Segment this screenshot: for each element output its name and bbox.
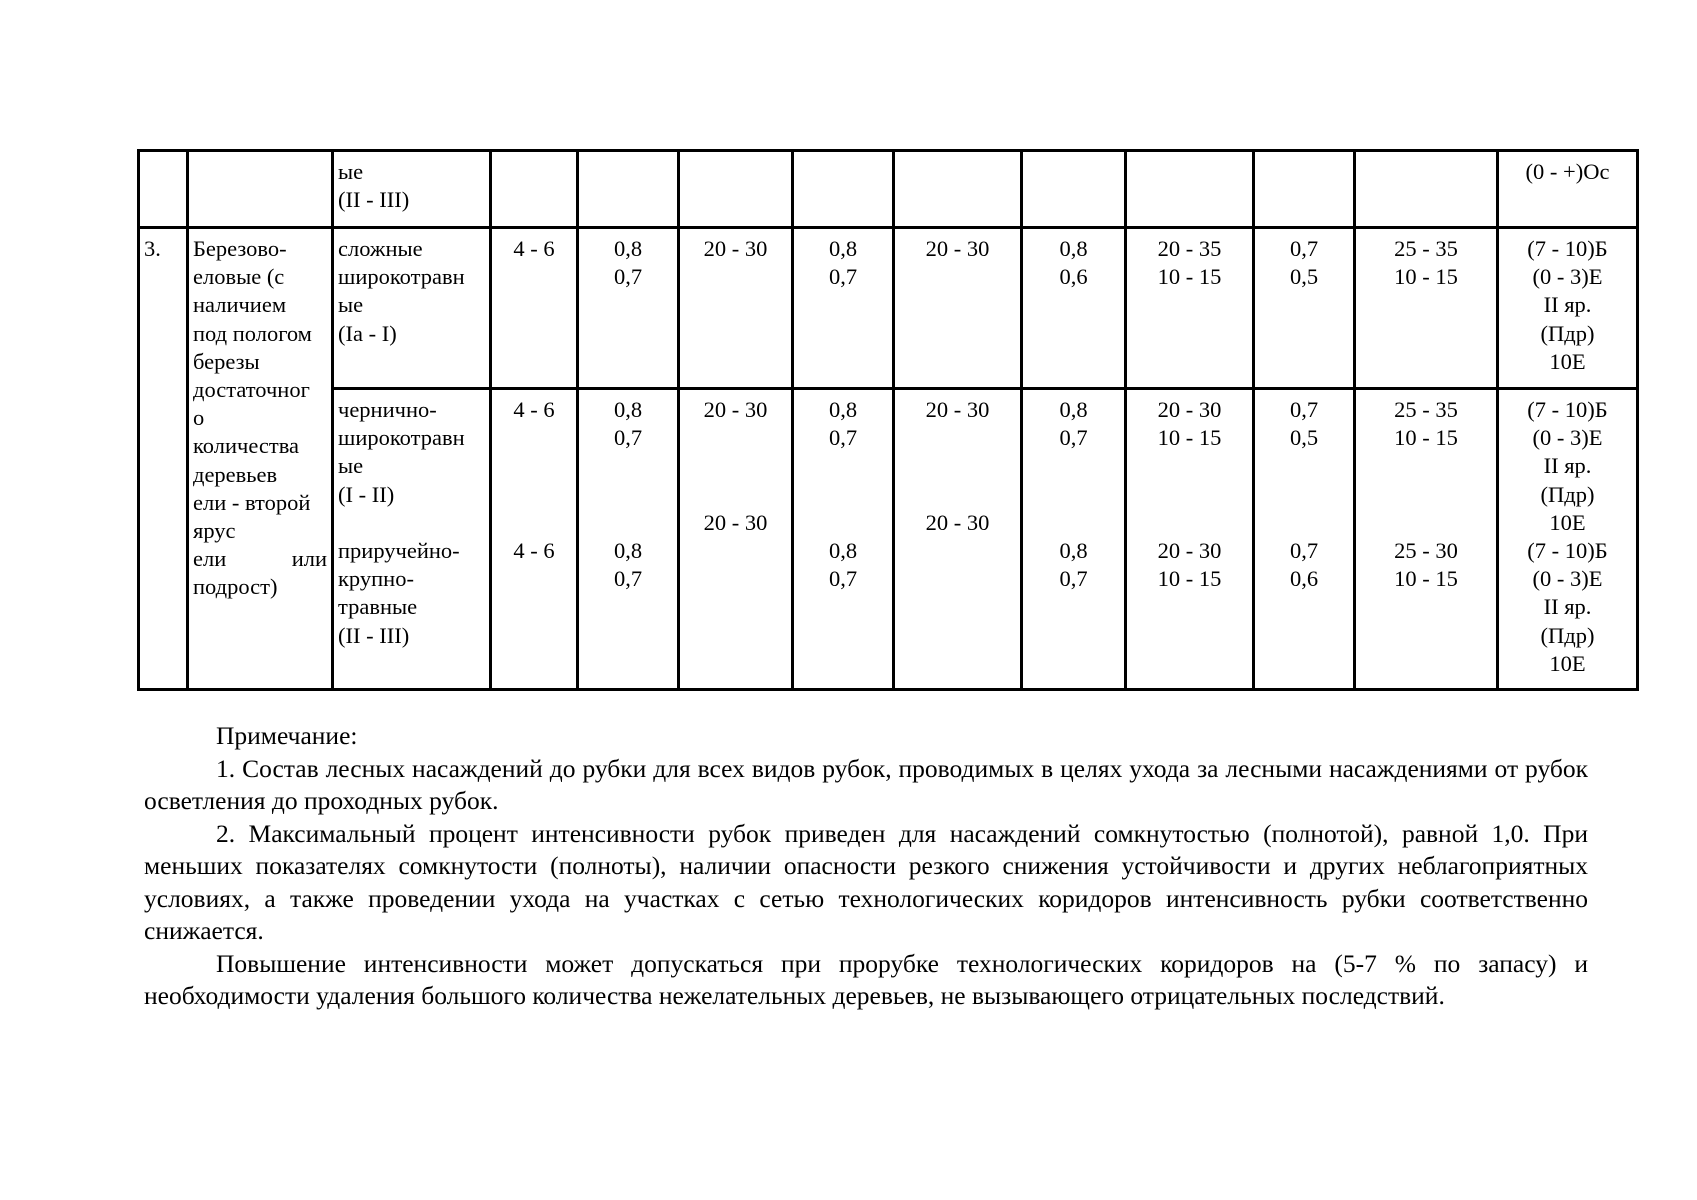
cell-text-line: сложные xyxy=(338,236,423,261)
cell-text-line: 0,5 xyxy=(1289,264,1319,290)
cell-text-line: 10Е xyxy=(1549,509,1586,535)
cell-text-line: 0,7 xyxy=(1289,537,1319,563)
age-b: 4 - 6 xyxy=(513,397,555,422)
cell-text-line: приручейно- xyxy=(338,538,460,563)
cell-text-line: (7 - 10)Б xyxy=(1527,236,1608,261)
percent-2-b: 20 - 30 xyxy=(925,397,990,422)
cell-text-line: 0,7 xyxy=(1289,236,1319,261)
notes-block xyxy=(144,720,1588,1013)
cell-density-2 xyxy=(793,151,894,228)
cell-text-line: 10 - 15 xyxy=(1394,566,1458,592)
cell-text-line: 10Е xyxy=(1549,348,1586,374)
forest-word-left: ели xyxy=(193,546,227,572)
cell-text-line: 0,8 xyxy=(613,537,643,563)
cell-density-3 xyxy=(1022,151,1126,228)
note-item-2: 2. Максимальный процент интенсивности рубок приведен для насаждений сомкнутостью (полнотой), равной 1,0. При меньших показателях сомкнутости (полноты), наличии опасности резкого снижения устойчивости и других неблагоприятных условиях, а также проведении ухода на участках с сетью технологических коридоров интенсивность рубки соответственно снижается. xyxy=(144,818,1588,945)
density-3-b xyxy=(1027,396,1120,452)
cell-density-4 xyxy=(1254,389,1355,690)
cell-text-line: достаточног xyxy=(193,377,310,403)
cell-text-line: 0,7 xyxy=(828,264,858,290)
cell-text-line: (I - II) xyxy=(338,481,395,507)
cell-text-line: II яр. xyxy=(1543,594,1592,620)
cell-condition xyxy=(333,151,491,228)
cell-text-line: деревьев xyxy=(193,461,278,487)
density-4-c xyxy=(1259,537,1349,593)
cell-density-1 xyxy=(578,151,679,228)
percent-3-c xyxy=(1131,537,1248,593)
forest-type-text xyxy=(193,235,327,545)
cell-text-line: (II - III) xyxy=(338,187,410,213)
density-1-b xyxy=(583,396,673,452)
density-1-c xyxy=(583,537,673,593)
cell-text-line: ели - второй xyxy=(193,489,311,515)
cell-text-line: 0,7 xyxy=(613,425,643,451)
cell-text-line: 25 - 35 xyxy=(1394,397,1458,422)
cell-text-line: 0,7 xyxy=(613,264,643,290)
cell-num xyxy=(139,151,188,228)
cell-text-line: травные xyxy=(338,594,418,620)
cell-age xyxy=(491,151,578,228)
cell-density-3 xyxy=(1022,389,1126,690)
cell-percent-2: 20 - 30 xyxy=(894,228,1022,389)
cell-text-line: 0,8 xyxy=(828,397,858,422)
cell-text-line: о xyxy=(193,405,205,431)
cell-text-line: 0,8 xyxy=(613,236,643,261)
cell-text-line: (0 - 3)Е xyxy=(1532,264,1603,290)
thinning-table xyxy=(137,149,1639,691)
composition-c xyxy=(1503,537,1632,678)
note-item-1: 1. Состав лесных насаждений до рубки для всех видов рубок, проводимых в целях ухода за лесными насаждениями от рубок осветления до проходных рубок. xyxy=(144,753,1588,815)
cell-age: 4 - 6 xyxy=(491,228,578,389)
cell-text-line: 0,8 xyxy=(828,537,858,563)
cell-composition xyxy=(1498,151,1638,228)
cell-text-line: чернично- xyxy=(338,397,437,422)
density-2-c xyxy=(798,537,888,593)
table-row xyxy=(139,389,1638,690)
cell-percent-3 xyxy=(1126,151,1254,228)
table-row xyxy=(139,228,1638,389)
cell-text-line: количества xyxy=(193,433,300,459)
density-4-b xyxy=(1259,396,1349,452)
cell-percent-1 xyxy=(679,151,793,228)
percent-1-b: 20 - 30 xyxy=(703,397,768,422)
cell-text-line: 0,8 xyxy=(1059,397,1088,422)
cell-forest-type xyxy=(188,151,333,228)
cell-text-line: широкотравн xyxy=(338,425,465,451)
cell-text-line: 0,6 xyxy=(1059,264,1088,290)
cell-text-line: березы xyxy=(193,348,260,374)
cell-text-line: крупно- xyxy=(338,566,414,592)
cell-text-line: 20 - 30 xyxy=(1157,537,1222,563)
cell-text-line: 0,8 xyxy=(613,397,643,422)
condition-b xyxy=(338,396,485,509)
cell-text-line: 10 - 15 xyxy=(1394,264,1458,290)
percent-4-c xyxy=(1360,537,1492,593)
cell-density-3 xyxy=(1022,228,1126,389)
cell-percent-3 xyxy=(1126,228,1254,389)
cell-text-line: наличием xyxy=(193,292,287,318)
cell-text-line: (Пдр) xyxy=(1540,320,1595,346)
cell-text-line: 10 - 15 xyxy=(1157,264,1222,290)
cell-text-line: еловые (с xyxy=(193,264,285,290)
percent-3-b xyxy=(1131,396,1248,452)
cell-density-2 xyxy=(793,389,894,690)
note-item-3: Повышение интенсивности может допускаться при прорубке технологических коридоров на (5-7 % по запасу) и необходимости удаления большого количества нежелательных деревьев, не вызывающего отрицательных последствий. xyxy=(144,948,1588,1010)
cell-text-line: 25 - 35 xyxy=(1394,236,1458,261)
cell-text-line: (0 - +)Ос xyxy=(1525,159,1610,184)
cell-percent-2 xyxy=(894,151,1022,228)
cell-text-line: 10Е xyxy=(1549,650,1586,676)
cell-text-line: 0,7 xyxy=(613,566,643,592)
cell-text-line: ые xyxy=(338,292,364,318)
cell-text-line: 0,5 xyxy=(1289,425,1319,451)
cell-condition xyxy=(333,389,491,690)
cell-text-line: (0 - 3)Е xyxy=(1532,566,1603,592)
cell-text-line: 0,7 xyxy=(1289,397,1319,422)
forest-word-right: или xyxy=(291,546,327,572)
percent-2-c: 20 - 30 xyxy=(925,509,990,535)
cell-text-line: (Пдр) xyxy=(1540,622,1595,648)
cell-text-line: 0,7 xyxy=(1059,566,1088,592)
cell-text-line: (7 - 10)Б xyxy=(1527,397,1608,422)
cell-composition xyxy=(1498,389,1638,690)
cell-percent-1: 20 - 30 xyxy=(679,228,793,389)
cell-text-line: 10 - 15 xyxy=(1157,566,1222,592)
cell-text-line: (7 - 10)Б xyxy=(1527,538,1608,564)
cell-text-line: 0,6 xyxy=(1289,566,1319,592)
cell-forest-type xyxy=(188,228,333,690)
cell-text-line: 25 - 30 xyxy=(1394,537,1458,563)
cell-text-line: 0,8 xyxy=(828,236,858,261)
density-3-c xyxy=(1027,537,1120,593)
density-2-b xyxy=(798,396,888,452)
percent-4-b xyxy=(1360,396,1492,452)
age-c: 4 - 6 xyxy=(513,537,555,563)
cell-text-line: II яр. xyxy=(1543,453,1592,479)
cell-age xyxy=(491,389,578,690)
forest-type-line xyxy=(193,545,327,573)
cell-text-line: II яр. xyxy=(1543,292,1592,318)
cell-text-line: 20 - 30 xyxy=(1157,397,1222,422)
cell-condition xyxy=(333,228,491,389)
cell-text-line: 0,7 xyxy=(828,566,858,592)
cell-text-line: 0,8 xyxy=(1059,236,1088,261)
cell-text-line: Березово- xyxy=(193,236,287,261)
cell-text-line: ярус xyxy=(193,518,236,544)
cell-density-1 xyxy=(578,228,679,389)
cell-text-line: (Пдр) xyxy=(1540,481,1595,507)
percent-1-c: 20 - 30 xyxy=(703,509,768,535)
cell-text-line: широкотравн xyxy=(338,264,465,290)
cell-text-line: 0,7 xyxy=(1059,425,1088,451)
cell-composition xyxy=(1498,228,1638,389)
cell-percent-4 xyxy=(1355,151,1498,228)
cell-text-line: под пологом xyxy=(193,320,312,346)
cell-text-line: 10 - 15 xyxy=(1394,425,1458,451)
cell-percent-2 xyxy=(894,389,1022,690)
cell-percent-3 xyxy=(1126,389,1254,690)
cell-text-line: 0,7 xyxy=(828,425,858,451)
cell-density-4 xyxy=(1254,228,1355,389)
cell-density-4 xyxy=(1254,151,1355,228)
cell-density-2 xyxy=(793,228,894,389)
cell-percent-1 xyxy=(679,389,793,690)
cell-num: 3. xyxy=(139,228,188,690)
cell-density-1 xyxy=(578,389,679,690)
cell-text-line: (Iа - I) xyxy=(338,320,397,346)
condition-c xyxy=(338,537,485,650)
cell-text-line: 0,8 xyxy=(1059,537,1088,563)
cell-text-line: ые xyxy=(338,453,364,479)
forest-type-tail: подрост) xyxy=(193,574,278,600)
cell-text-line: (II - III) xyxy=(338,622,410,648)
cell-percent-4 xyxy=(1355,228,1498,389)
table-row-continued xyxy=(139,151,1638,228)
cell-text-line: 20 - 35 xyxy=(1157,236,1222,261)
notes-heading: Примечание: xyxy=(216,721,358,750)
cell-text-line: 10 - 15 xyxy=(1157,425,1222,451)
cell-text-line: (0 - 3)Е xyxy=(1532,425,1603,451)
cell-percent-4 xyxy=(1355,389,1498,690)
composition-b xyxy=(1503,396,1632,537)
cell-text-line: ые xyxy=(338,159,364,184)
